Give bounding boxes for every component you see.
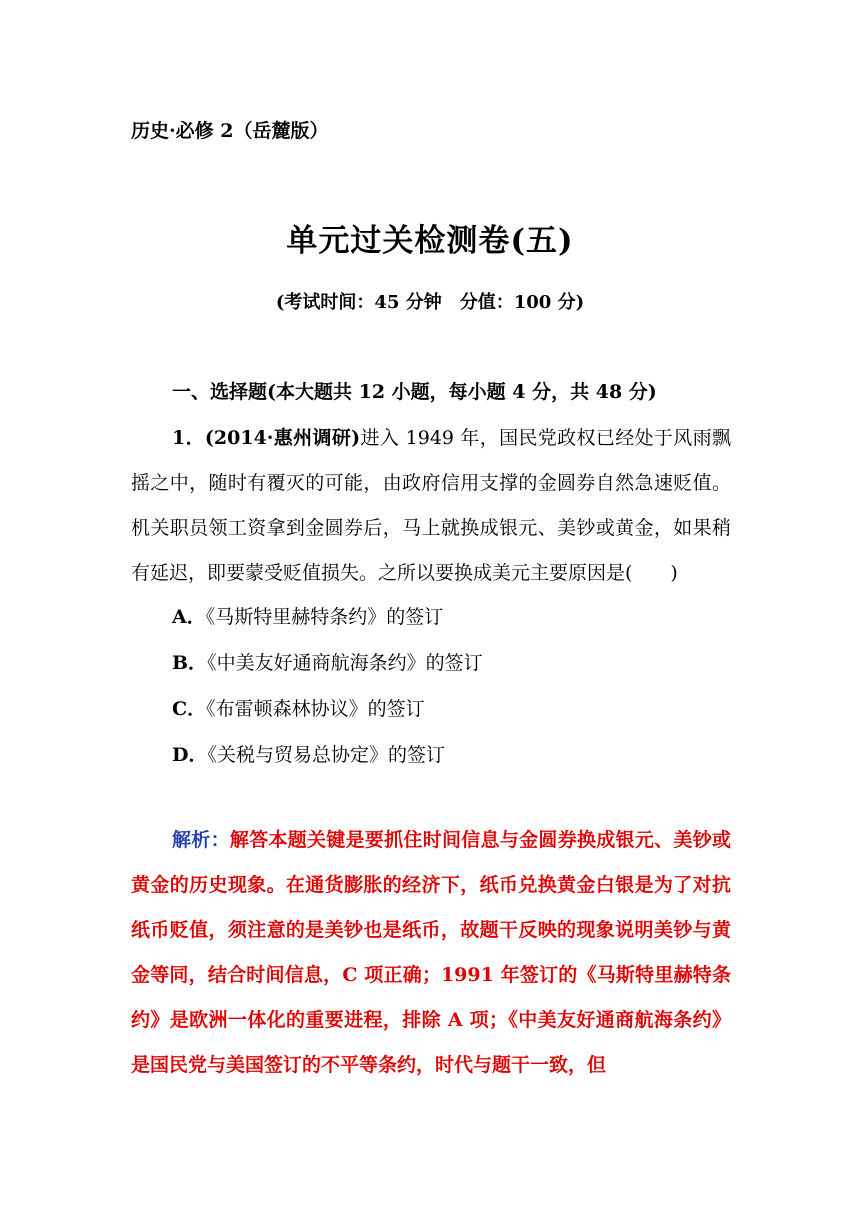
option-letter: B． (172, 652, 208, 674)
question-text: 进入 1949 年，国民党政权已经处于风雨飘摇之中，随时有覆灭的可能，由政府信用支撑的金圆券自然急速贬值。机关职员领工资拿到金圆券后，马上就换成银元、美钞或黄金，如果稍有延迟，即要蒙受贬值损失。之所以要换成美元主要原因是( ) (131, 427, 731, 584)
option-text: 《布雷顿森林协议》的签订 (206, 698, 425, 720)
question-1 (131, 416, 731, 596)
option-d (172, 732, 483, 778)
option-text: 《中美友好通商航海条约》的签订 (207, 652, 483, 674)
page-title: 单元过关检测卷(五) (286, 223, 574, 259)
analysis-text: 解答本题关键是要抓住时间信息与金圆券换成银元、美钞或黄金的历史现象。在通货膨胀的经济下，纸币兑换黄金白银是为了对抗纸币贬值，须注意的是美钞也是纸币，故题干反映的现象说明美钞与黄金等同，结合时间信息，C 项正确；1991 年签订的《马斯特里赫特条约》是欧洲一体化的重要进程，排除 A 项；《中美友好通商航海条约》是国民党与美国签订的不平等条约，时代与题干一致，但 (131, 829, 731, 1076)
question-number: 1．(2014·惠州调研) (172, 427, 361, 449)
option-c (172, 686, 483, 732)
analysis-block (131, 818, 731, 1088)
document-header: 历史·必修 2（岳麓版） (131, 120, 329, 142)
options-list (172, 594, 483, 778)
option-letter: A． (172, 606, 206, 628)
option-letter: D． (172, 744, 208, 766)
section-heading: 一、选择题(本大题共 12 小题，每小题 4 分，共 48 分) (172, 381, 657, 403)
option-a (172, 594, 483, 640)
option-b (172, 640, 483, 686)
analysis-label: 解析： (172, 829, 230, 851)
option-text: 《关税与贸易总协定》的签订 (207, 744, 445, 766)
option-text: 《马斯特里赫特条约》的签订 (205, 606, 444, 628)
option-letter: C． (172, 698, 207, 720)
exam-info: (考试时间：45 分钟 分值：100 分) (275, 292, 585, 313)
